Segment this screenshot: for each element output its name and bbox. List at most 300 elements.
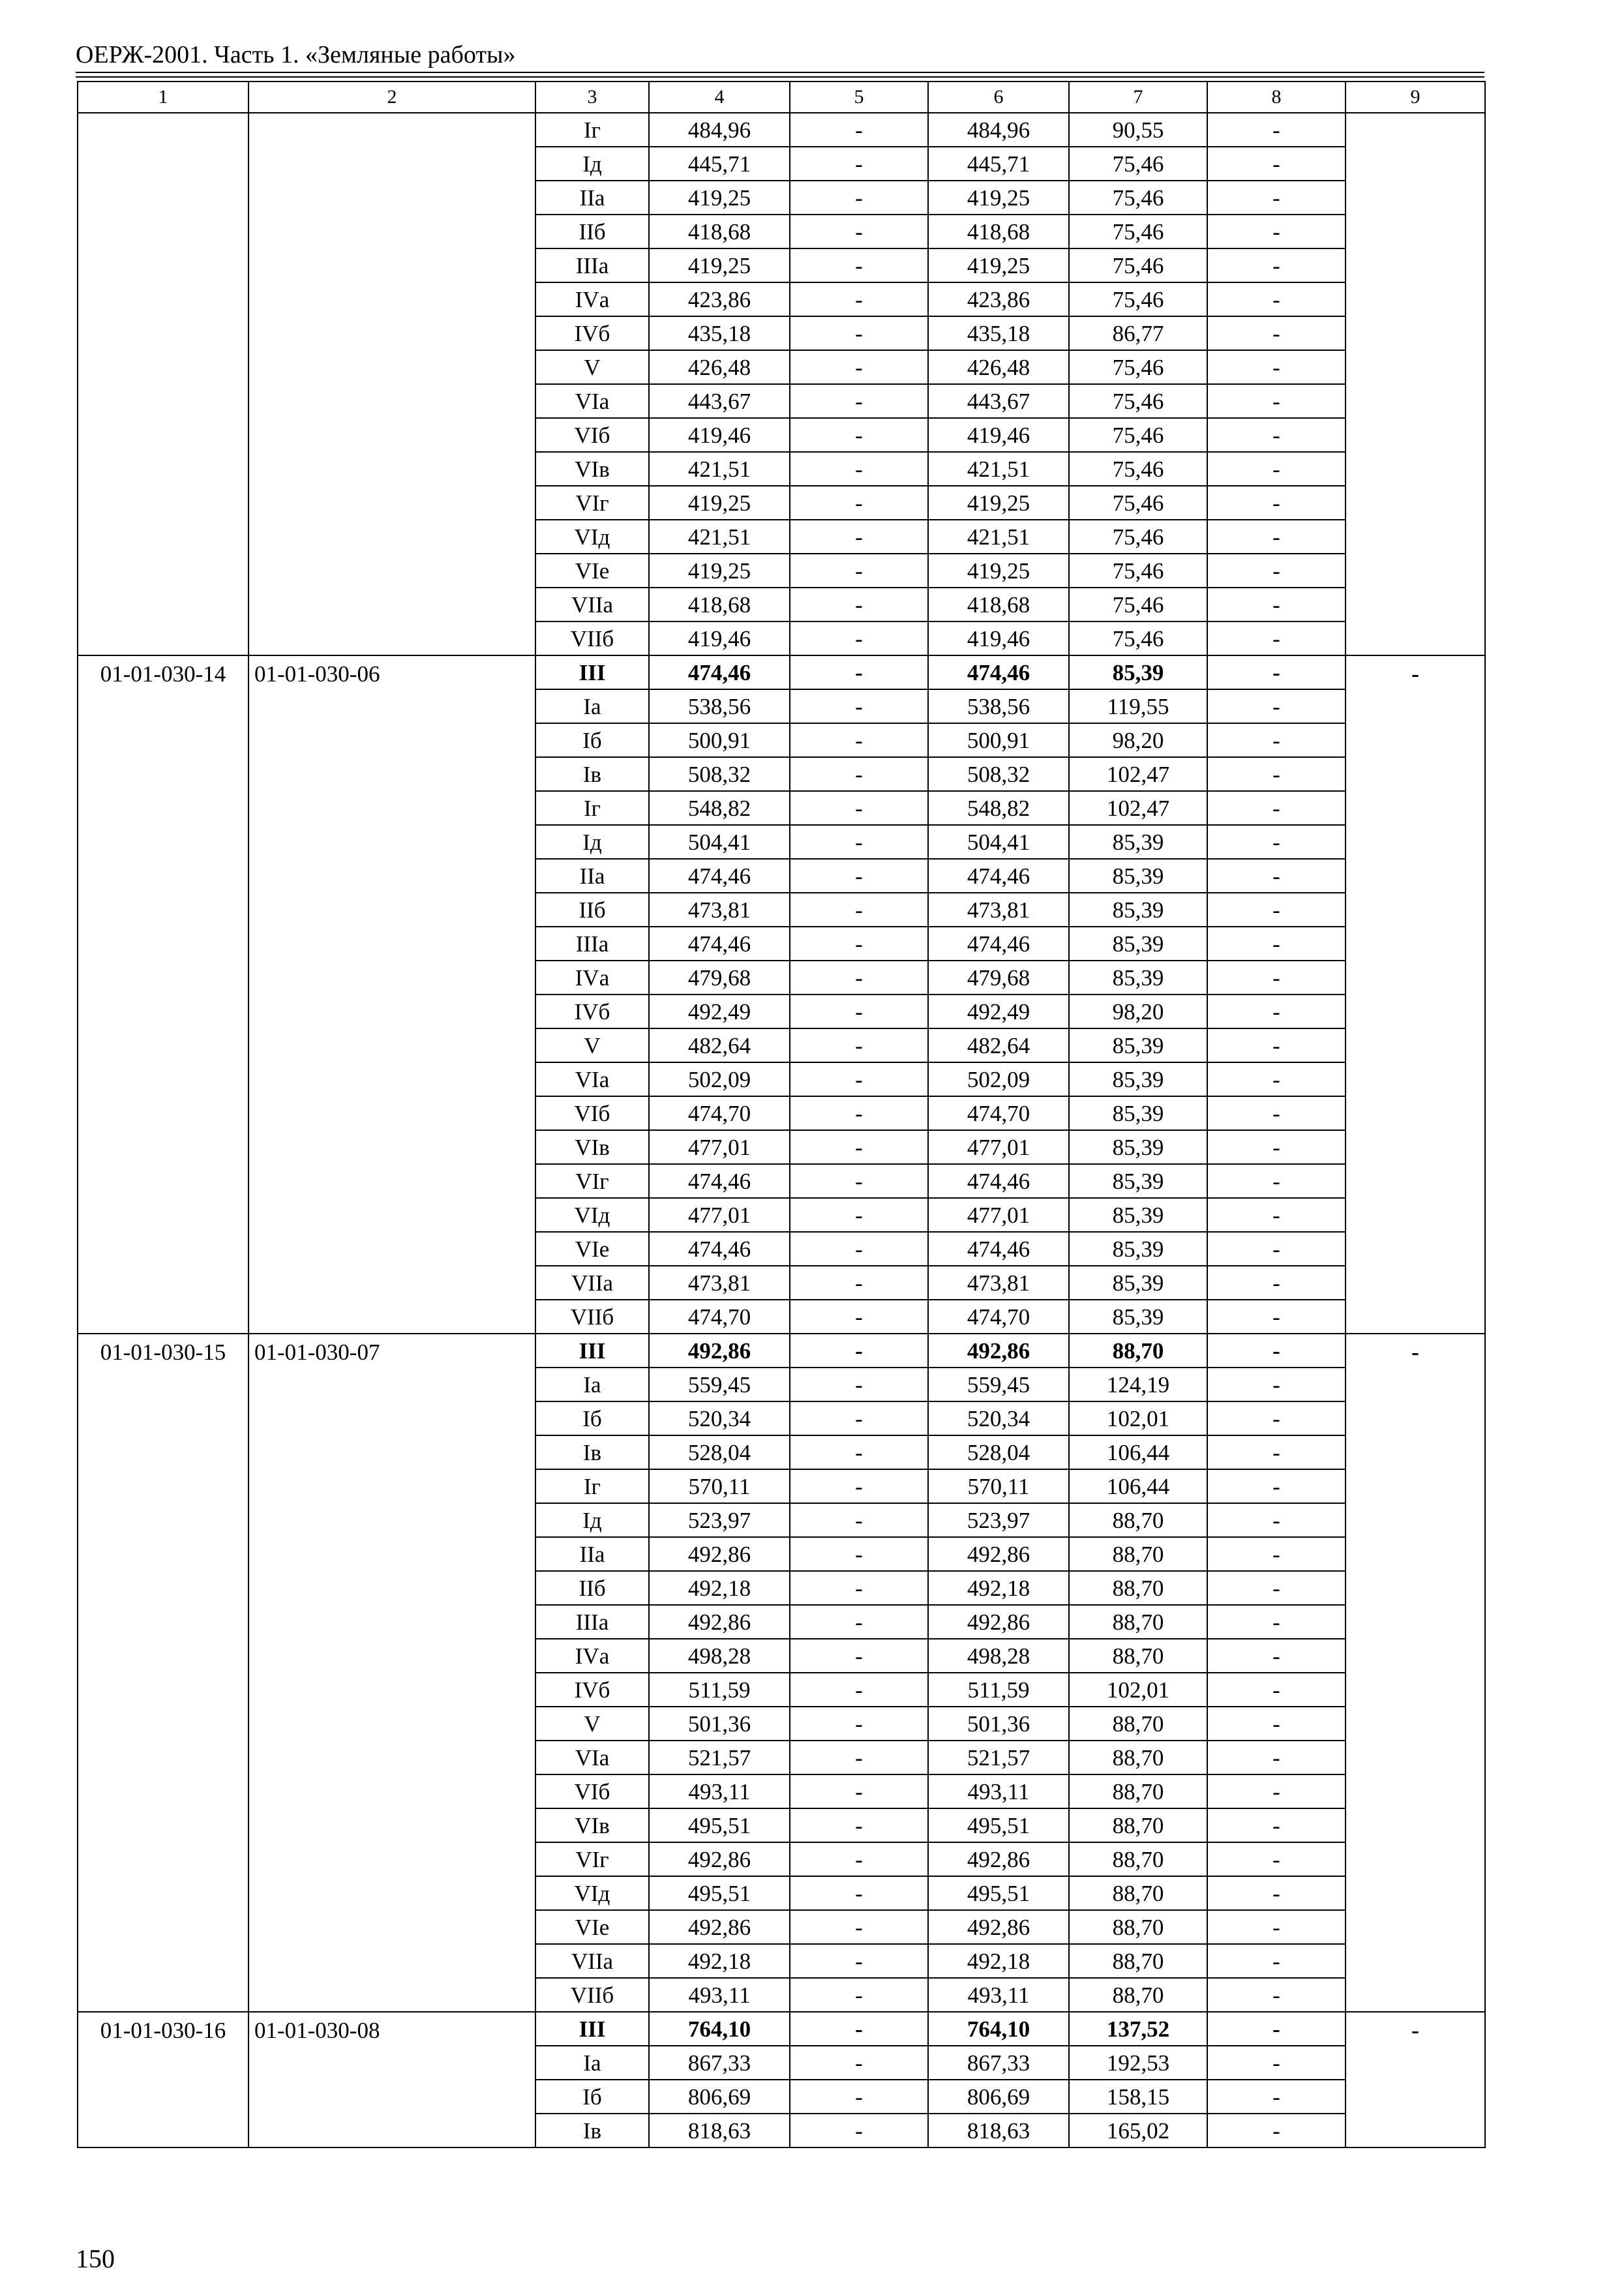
table-cell: - (790, 1401, 928, 1435)
table-cell: - (790, 384, 928, 418)
table-cell: 806,69 (928, 2080, 1069, 2114)
column-number: 4 (649, 82, 790, 113)
table-cell: Iд (535, 1503, 649, 1537)
table-cell: - (1207, 1028, 1346, 1062)
table-cell: 419,25 (649, 554, 790, 588)
table-cell: - (1207, 961, 1346, 995)
table-cell: VIIа (535, 1944, 649, 1978)
table-cell: 102,01 (1069, 1401, 1207, 1435)
table-cell: 492,86 (928, 1605, 1069, 1639)
table-cell: - (1207, 1266, 1346, 1300)
table-cell: 479,68 (928, 961, 1069, 995)
table-cell: 102,47 (1069, 757, 1207, 791)
table-cell: 419,46 (928, 418, 1069, 452)
table-cell: - (1207, 1639, 1346, 1673)
table-cell: - (1207, 418, 1346, 452)
table-cell: VIд (535, 1876, 649, 1910)
table-cell: - (790, 2080, 928, 2114)
table-cell: - (1207, 859, 1346, 893)
table-cell: - (790, 1096, 928, 1130)
table-cell: - (1207, 2080, 1346, 2114)
table-cell: - (790, 554, 928, 588)
table-cell: 426,48 (649, 350, 790, 384)
table-cell: Iд (535, 825, 649, 859)
table-cell: - (1207, 248, 1346, 282)
table-cell: - (790, 486, 928, 520)
col9-cell: - (1346, 2012, 1485, 2147)
table-cell: - (790, 1130, 928, 1164)
table-cell: - (790, 1673, 928, 1707)
table-cell: 493,11 (928, 1978, 1069, 2012)
table-cell: 445,71 (928, 147, 1069, 181)
table-cell: Iв (535, 1435, 649, 1469)
table-cell: 548,82 (928, 791, 1069, 825)
column-number: 9 (1346, 82, 1485, 113)
table-cell: 492,86 (649, 1842, 790, 1876)
table-cell: 511,59 (928, 1673, 1069, 1707)
table-cell: 106,44 (1069, 1435, 1207, 1469)
table-cell: 523,97 (649, 1503, 790, 1537)
table-cell: VIб (535, 418, 649, 452)
table-cell: 85,39 (1069, 961, 1207, 995)
table-cell: - (790, 215, 928, 248)
table-cell: 435,18 (649, 316, 790, 350)
table-cell: 477,01 (649, 1198, 790, 1232)
col9-cell: - (1346, 1334, 1485, 2012)
table-cell: - (790, 1774, 928, 1808)
column-number-row (78, 82, 1485, 113)
table-cell: 419,25 (928, 181, 1069, 215)
table-cell: 570,11 (928, 1469, 1069, 1503)
table-cell: - (1207, 1978, 1346, 2012)
table-cell: 88,70 (1069, 1774, 1207, 1808)
table-cell: 492,49 (928, 995, 1069, 1028)
table-cell: 88,70 (1069, 1944, 1207, 1978)
table-cell: 477,01 (649, 1130, 790, 1164)
table-cell: 492,86 (649, 1537, 790, 1571)
table-cell: Iг (535, 113, 649, 147)
ref-cell (248, 113, 535, 655)
table-cell: VIIб (535, 621, 649, 655)
table-cell: - (1207, 1198, 1346, 1232)
table-cell: 492,86 (649, 1605, 790, 1639)
table-cell: - (790, 1232, 928, 1266)
table-cell: Iд (535, 147, 649, 181)
table-cell: VIа (535, 384, 649, 418)
table-cell: 418,68 (649, 215, 790, 248)
table-cell: 85,39 (1069, 1028, 1207, 1062)
table-cell: 75,46 (1069, 350, 1207, 384)
table-cell: 867,33 (928, 2046, 1069, 2080)
table-cell: - (1207, 995, 1346, 1028)
table-cell: 570,11 (649, 1469, 790, 1503)
table-cell: 75,46 (1069, 486, 1207, 520)
table-cell: IIб (535, 1571, 649, 1605)
table-cell: - (790, 893, 928, 927)
page-header-title: ОЕРЖ-2001. Часть 1. «Земляные работы» (76, 41, 516, 68)
table-cell: - (1207, 2046, 1346, 2080)
table-cell: 443,67 (928, 384, 1069, 418)
table-cell: 419,25 (928, 248, 1069, 282)
table-cell: 501,36 (649, 1707, 790, 1741)
table-cell: - (790, 1741, 928, 1774)
table-cell: 538,56 (649, 689, 790, 723)
table-cell: 98,20 (1069, 995, 1207, 1028)
table-cell: 75,46 (1069, 418, 1207, 452)
table-cell: 419,25 (928, 486, 1069, 520)
table-cell: VIе (535, 1232, 649, 1266)
table-cell: 492,18 (928, 1571, 1069, 1605)
table-cell: 421,51 (649, 452, 790, 486)
table-cell: - (790, 181, 928, 215)
table-cell: 85,39 (1069, 1266, 1207, 1300)
table-cell: 498,28 (928, 1639, 1069, 1673)
table-cell: 75,46 (1069, 452, 1207, 486)
table-cell: - (1207, 1334, 1346, 1368)
table-cell: - (1207, 723, 1346, 757)
table-cell: 482,64 (649, 1028, 790, 1062)
table-cell: 474,70 (649, 1096, 790, 1130)
table-cell: 75,46 (1069, 181, 1207, 215)
table-cell: 102,01 (1069, 1673, 1207, 1707)
table-cell: - (1207, 316, 1346, 350)
table-cell: - (1207, 1537, 1346, 1571)
table-cell: 419,46 (928, 621, 1069, 655)
table-cell: III (535, 1334, 649, 1368)
table-cell: 493,11 (928, 1774, 1069, 1808)
table-cell: 85,39 (1069, 1198, 1207, 1232)
rate-code: 01-01-030-16 (78, 2012, 248, 2147)
table-cell: 88,70 (1069, 1808, 1207, 1842)
table-cell: 75,46 (1069, 147, 1207, 181)
table-cell: 158,15 (1069, 2080, 1207, 2114)
table-cell: IVа (535, 961, 649, 995)
table-cell: 419,25 (649, 486, 790, 520)
table-cell: - (1207, 1130, 1346, 1164)
table-cell: IVа (535, 282, 649, 316)
table-cell: 495,51 (928, 1876, 1069, 1910)
table-cell: 192,53 (1069, 2046, 1207, 2080)
table-cell: - (790, 689, 928, 723)
table-cell: 806,69 (649, 2080, 790, 2114)
table-cell: - (790, 1334, 928, 1368)
table-body (78, 82, 1485, 2147)
table-cell: - (790, 655, 928, 689)
table-cell: 419,46 (649, 418, 790, 452)
table-cell: 818,63 (649, 2114, 790, 2147)
table-cell: VIа (535, 1741, 649, 1774)
table-cell: - (1207, 1096, 1346, 1130)
table-cell: 492,86 (928, 1910, 1069, 1944)
table-cell: 474,46 (928, 1232, 1069, 1266)
table-cell: 484,96 (649, 113, 790, 147)
table-cell: - (1207, 2114, 1346, 2147)
table-cell: - (790, 1842, 928, 1876)
table-cell: 85,39 (1069, 1164, 1207, 1198)
table-cell: VIе (535, 554, 649, 588)
table-cell: - (790, 1368, 928, 1401)
table-cell: VIа (535, 1062, 649, 1096)
table-cell: 474,46 (649, 859, 790, 893)
table-cell: - (790, 113, 928, 147)
table-cell: VIв (535, 1808, 649, 1842)
table-cell: 435,18 (928, 316, 1069, 350)
table-cell: 508,32 (649, 757, 790, 791)
table-cell: 559,45 (649, 1368, 790, 1401)
table-cell: VIг (535, 1164, 649, 1198)
table-cell: - (790, 859, 928, 893)
table-row (78, 113, 1485, 147)
table-cell: 764,10 (928, 2012, 1069, 2046)
table-cell: - (790, 791, 928, 825)
table-row (78, 655, 1485, 689)
table-cell: 85,39 (1069, 1096, 1207, 1130)
column-number: 6 (928, 82, 1069, 113)
table-cell: 423,86 (928, 282, 1069, 316)
table-cell: - (1207, 1062, 1346, 1096)
table-cell: - (790, 2114, 928, 2147)
table-cell: - (1207, 1571, 1346, 1605)
table-cell: 492,18 (928, 1944, 1069, 1978)
table-cell: VIб (535, 1096, 649, 1130)
table-cell: 492,18 (649, 1944, 790, 1978)
table-cell: 548,82 (649, 791, 790, 825)
table-cell: - (1207, 1605, 1346, 1639)
table-cell: 85,39 (1069, 1130, 1207, 1164)
table-cell: 421,51 (928, 520, 1069, 554)
table-cell: - (790, 1469, 928, 1503)
table-cell: - (790, 1062, 928, 1096)
table-cell: IIа (535, 181, 649, 215)
table-cell: 492,86 (928, 1842, 1069, 1876)
table-cell: IIа (535, 859, 649, 893)
table-cell: 528,04 (649, 1435, 790, 1469)
table-cell: IIа (535, 1537, 649, 1571)
table-cell: 85,39 (1069, 927, 1207, 961)
table-cell: - (1207, 689, 1346, 723)
table-cell: 482,64 (928, 1028, 1069, 1062)
table-cell: 75,46 (1069, 588, 1207, 621)
table-cell: V (535, 1028, 649, 1062)
table-cell: 473,81 (649, 1266, 790, 1300)
table-cell: - (1207, 181, 1346, 215)
table-cell: - (790, 1435, 928, 1469)
rate-reference: 01-01-030-08 (248, 2012, 535, 2147)
table-cell: Iб (535, 1401, 649, 1435)
table-cell: - (1207, 215, 1346, 248)
table-cell: IIIа (535, 927, 649, 961)
table-cell: 492,86 (928, 1537, 1069, 1571)
table-cell: 495,51 (649, 1876, 790, 1910)
table-cell: 473,81 (928, 1266, 1069, 1300)
table-cell: 520,34 (928, 1401, 1069, 1435)
table-cell: 495,51 (928, 1808, 1069, 1842)
table-cell: - (1207, 1232, 1346, 1266)
table-cell: 85,39 (1069, 1062, 1207, 1096)
table-cell: - (1207, 1808, 1346, 1842)
table-cell: 493,11 (649, 1978, 790, 2012)
table-cell: 492,49 (649, 995, 790, 1028)
table-cell: - (790, 1537, 928, 1571)
table-cell: 85,39 (1069, 859, 1207, 893)
table-cell: 75,46 (1069, 282, 1207, 316)
table-cell: 426,48 (928, 350, 1069, 384)
table-cell: III (535, 2012, 649, 2046)
table-cell: 474,46 (928, 859, 1069, 893)
table-cell: - (1207, 350, 1346, 384)
table-cell: 98,20 (1069, 723, 1207, 757)
table-cell: - (790, 1808, 928, 1842)
table-cell: - (1207, 147, 1346, 181)
table-cell: 498,28 (649, 1639, 790, 1673)
table-cell: - (1207, 486, 1346, 520)
table-cell: 502,09 (649, 1062, 790, 1096)
table-cell: - (790, 248, 928, 282)
table-cell: Iг (535, 791, 649, 825)
table-cell: - (790, 1707, 928, 1741)
table-cell: VIд (535, 520, 649, 554)
table-cell: 165,02 (1069, 2114, 1207, 2147)
table-cell: - (790, 825, 928, 859)
table-cell: - (790, 452, 928, 486)
table-cell: IVб (535, 1673, 649, 1707)
table-cell: 443,67 (649, 384, 790, 418)
table-cell: VIIа (535, 1266, 649, 1300)
table-cell: 538,56 (928, 689, 1069, 723)
table-cell: 528,04 (928, 1435, 1069, 1469)
table-cell: - (1207, 1774, 1346, 1808)
table-cell: 477,01 (928, 1130, 1069, 1164)
table-cell: 90,55 (1069, 113, 1207, 147)
table-cell: 474,70 (649, 1300, 790, 1334)
table-cell: - (1207, 1435, 1346, 1469)
table-cell: Iб (535, 2080, 649, 2114)
table-cell: VIIа (535, 588, 649, 621)
table-cell: 523,97 (928, 1503, 1069, 1537)
table-cell: - (790, 621, 928, 655)
table-cell: - (790, 1503, 928, 1537)
table-cell: Iа (535, 689, 649, 723)
table-cell: 504,41 (649, 825, 790, 859)
table-cell: - (1207, 621, 1346, 655)
table-cell: - (790, 1198, 928, 1232)
table-cell: VIв (535, 452, 649, 486)
table-cell: - (1207, 1673, 1346, 1707)
table-cell: 473,81 (928, 893, 1069, 927)
table-cell: - (790, 1910, 928, 1944)
table-cell: - (790, 282, 928, 316)
table-cell: - (790, 1300, 928, 1334)
rate-code: 01-01-030-14 (78, 655, 248, 1334)
table-cell: - (1207, 1842, 1346, 1876)
table-cell: - (1207, 1910, 1346, 1944)
table-cell: - (1207, 1503, 1346, 1537)
table-cell: 88,70 (1069, 1910, 1207, 1944)
table-cell: 492,86 (928, 1334, 1069, 1368)
table-cell: - (1207, 1401, 1346, 1435)
table-cell: - (1207, 452, 1346, 486)
col9-cell (1346, 113, 1485, 655)
table-cell: 85,39 (1069, 655, 1207, 689)
table-cell: 419,46 (649, 621, 790, 655)
table-cell: IVб (535, 316, 649, 350)
table-cell: Iб (535, 723, 649, 757)
table-cell: - (790, 147, 928, 181)
table-cell: VIе (535, 1910, 649, 1944)
table-cell: Iа (535, 2046, 649, 2080)
table-cell: 421,51 (649, 520, 790, 554)
table-cell: 474,46 (928, 655, 1069, 689)
table-cell: 137,52 (1069, 2012, 1207, 2046)
table-cell: - (1207, 520, 1346, 554)
table-cell: 500,91 (649, 723, 790, 757)
table-cell: 474,70 (928, 1300, 1069, 1334)
table-cell: - (790, 588, 928, 621)
header-rule-bottom (76, 76, 1484, 78)
table-cell: 88,70 (1069, 1605, 1207, 1639)
table-cell: 521,57 (928, 1741, 1069, 1774)
table-cell: IIIа (535, 1605, 649, 1639)
table-cell: VIIб (535, 1978, 649, 2012)
table-row (78, 1334, 1485, 1368)
table-cell: 106,44 (1069, 1469, 1207, 1503)
table-cell: 511,59 (649, 1673, 790, 1707)
table-cell: - (790, 2046, 928, 2080)
table-cell: - (790, 316, 928, 350)
table-cell: 495,51 (649, 1808, 790, 1842)
rate-reference: 01-01-030-07 (248, 1334, 535, 2012)
column-number: 3 (535, 82, 649, 113)
table-cell: 492,86 (649, 1334, 790, 1368)
table-cell: 75,46 (1069, 384, 1207, 418)
table-cell: - (790, 1978, 928, 2012)
table-cell: III (535, 655, 649, 689)
table-cell: - (1207, 1876, 1346, 1910)
table-cell: Iв (535, 757, 649, 791)
table-cell: 521,57 (649, 1741, 790, 1774)
table-cell: 75,46 (1069, 215, 1207, 248)
col9-cell: - (1346, 655, 1485, 1334)
table-cell: 559,45 (928, 1368, 1069, 1401)
table-cell: 474,46 (649, 1232, 790, 1266)
table-cell: 867,33 (649, 2046, 790, 2080)
table-cell: 75,46 (1069, 554, 1207, 588)
table-cell: 445,71 (649, 147, 790, 181)
table-cell: 124,19 (1069, 1368, 1207, 1401)
table-cell: - (790, 1944, 928, 1978)
table-cell: - (790, 723, 928, 757)
table-cell: - (790, 418, 928, 452)
table-cell: 473,81 (649, 893, 790, 927)
table-cell: - (1207, 282, 1346, 316)
table-cell: - (790, 1571, 928, 1605)
table-cell: 75,46 (1069, 248, 1207, 282)
table-cell: 419,25 (649, 248, 790, 282)
table-cell: V (535, 1707, 649, 1741)
table-cell: - (790, 1605, 928, 1639)
table-cell: - (790, 1639, 928, 1673)
table-cell: - (1207, 554, 1346, 588)
table-cell: 484,96 (928, 113, 1069, 147)
table-cell: 419,25 (928, 554, 1069, 588)
table-cell: 501,36 (928, 1707, 1069, 1741)
column-number: 7 (1069, 82, 1207, 113)
table-cell: - (1207, 893, 1346, 927)
table-cell: - (1207, 384, 1346, 418)
table-cell: VIд (535, 1198, 649, 1232)
column-number: 2 (248, 82, 535, 113)
table-cell: Iв (535, 2114, 649, 2147)
